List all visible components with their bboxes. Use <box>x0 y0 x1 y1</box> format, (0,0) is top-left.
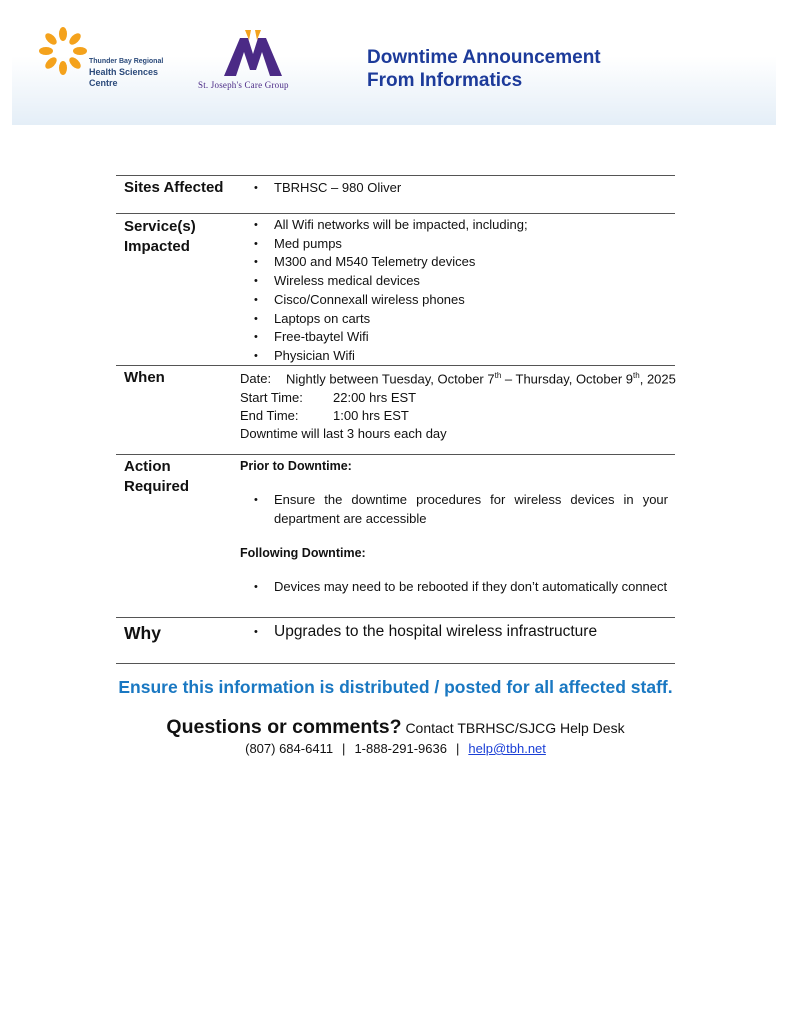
action-label <box>124 457 189 497</box>
announcement-table <box>116 175 675 664</box>
sites-label: Sites Affected <box>124 179 224 196</box>
action-label-line2: Required <box>124 478 190 495</box>
action-label-line1: Action <box>124 458 171 475</box>
phone-2: 1-888-291-9636 <box>354 741 447 756</box>
sjcg-logo-icon <box>218 26 288 78</box>
date-text-2: – Thursday, October 9 <box>501 371 634 387</box>
questions-line <box>0 716 791 739</box>
separator: | <box>455 741 460 756</box>
row-sites <box>116 175 675 213</box>
sites-content <box>240 179 401 198</box>
distribution-notice: Ensure this information is distributed / posted for all affected staff. <box>118 677 673 697</box>
services-label-line1: Service(s) <box>124 218 196 235</box>
action-content <box>240 459 668 597</box>
list-item: • Physician Wifi <box>240 347 528 366</box>
when-start-line <box>240 389 676 407</box>
list-item: • Devices may need to be rebooted if they don’t automatically connect <box>240 578 668 597</box>
list-item: • Ensure the downtime procedures for wireless devices in your department are accessible <box>240 491 668 528</box>
date-text-1: Nightly between Tuesday, October 7 <box>286 371 495 387</box>
why-label: Why <box>124 623 161 643</box>
help-desk-text: Contact TBRHSC/SJCG Help Desk <box>405 720 625 736</box>
following-list <box>240 578 668 597</box>
start-value: 22:00 hrs EST <box>333 389 417 405</box>
services-label-line2: Impacted <box>124 238 190 255</box>
list-item: • Laptops on carts <box>240 310 528 329</box>
following-heading: Following Downtime: <box>240 546 366 561</box>
date-sup-1: th <box>494 371 502 380</box>
phone-1: (807) 684-6411 <box>245 741 334 756</box>
list-item: • Free-tbaytel Wifi <box>240 328 528 347</box>
tbrhsc-logo-text <box>89 56 163 89</box>
list-item: • Wireless medical devices <box>240 272 528 291</box>
tbrhsc-sun-logo-icon <box>38 26 88 76</box>
tbrhsc-line1: Thunder Bay Regional <box>89 58 164 65</box>
contact-line <box>0 741 791 756</box>
list-item: • All Wifi networks will be impacted, including; <box>240 216 528 235</box>
list-item: • Med pumps <box>240 235 528 254</box>
end-label: End Time: <box>240 407 299 423</box>
services-list <box>240 216 528 366</box>
tbrhsc-line3: Centre <box>89 78 118 88</box>
why-list <box>240 622 597 642</box>
when-label: When <box>124 369 165 386</box>
prior-list <box>240 491 668 528</box>
title-line2: From Informatics <box>367 70 523 91</box>
when-end-line <box>240 407 676 425</box>
prior-heading: Prior to Downtime: <box>240 459 352 473</box>
date-sup-2: th <box>633 371 640 380</box>
why-content <box>240 622 597 642</box>
when-duration: Downtime will last 3 hours each day <box>240 426 447 442</box>
email-link[interactable]: help@tbh.net <box>468 741 546 756</box>
tbrhsc-line2: Health Sciences <box>89 67 159 77</box>
services-label <box>124 217 196 257</box>
when-date-line <box>240 367 676 389</box>
when-content <box>240 367 676 444</box>
row-action <box>116 454 675 617</box>
row-services <box>116 213 675 365</box>
end-value: 1:00 hrs EST <box>333 407 409 423</box>
sjcg-logo-text: St. Joseph's Care Group <box>198 80 289 90</box>
start-label: Start Time: <box>240 389 303 405</box>
list-item: • TBRHSC – 980 Oliver <box>240 179 401 198</box>
date-text-3: , 2025 <box>639 371 676 387</box>
list-item: • M300 and M540 Telemetry devices <box>240 253 528 272</box>
row-why <box>116 617 675 664</box>
separator: | <box>342 741 346 756</box>
questions-heading: Questions or comments? <box>166 716 402 738</box>
page-title <box>367 46 601 92</box>
list-item: • Upgrades to the hospital wireless infrastructure <box>240 622 597 642</box>
sites-list <box>240 179 401 198</box>
row-when <box>116 365 675 454</box>
date-label: Date: <box>240 371 272 387</box>
list-item: • Cisco/Connexall wireless phones <box>240 291 528 310</box>
title-line1: Downtime Announcement <box>367 47 601 68</box>
services-content <box>240 216 528 366</box>
